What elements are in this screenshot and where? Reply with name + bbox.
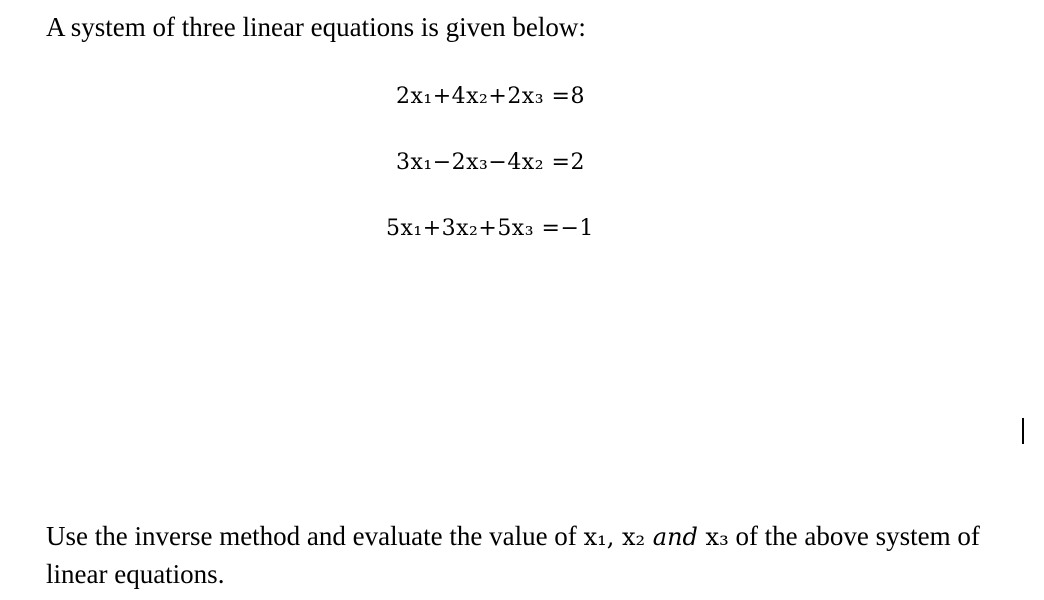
question-variables: x₁, x₂ [583,523,646,551]
equation-2: 3x₁−2x₃−4x₂ =2 [396,150,585,175]
equation-3: 5x₁+3x₂+5x₃ =−1 [386,216,594,241]
intro-text: A system of three linear equations is given below: [46,12,586,42]
question-variable-3: x₃ [705,523,729,551]
equation-1: 2x₁+4x₂+2x₃ =8 [396,84,585,109]
text-cursor [1022,418,1024,444]
question-and: and [645,523,706,551]
question-lead: Use the inverse method and evaluate the value of [46,521,584,551]
question-text [46,518,1021,593]
question-tail: of the above system of linear equations. [46,521,980,589]
